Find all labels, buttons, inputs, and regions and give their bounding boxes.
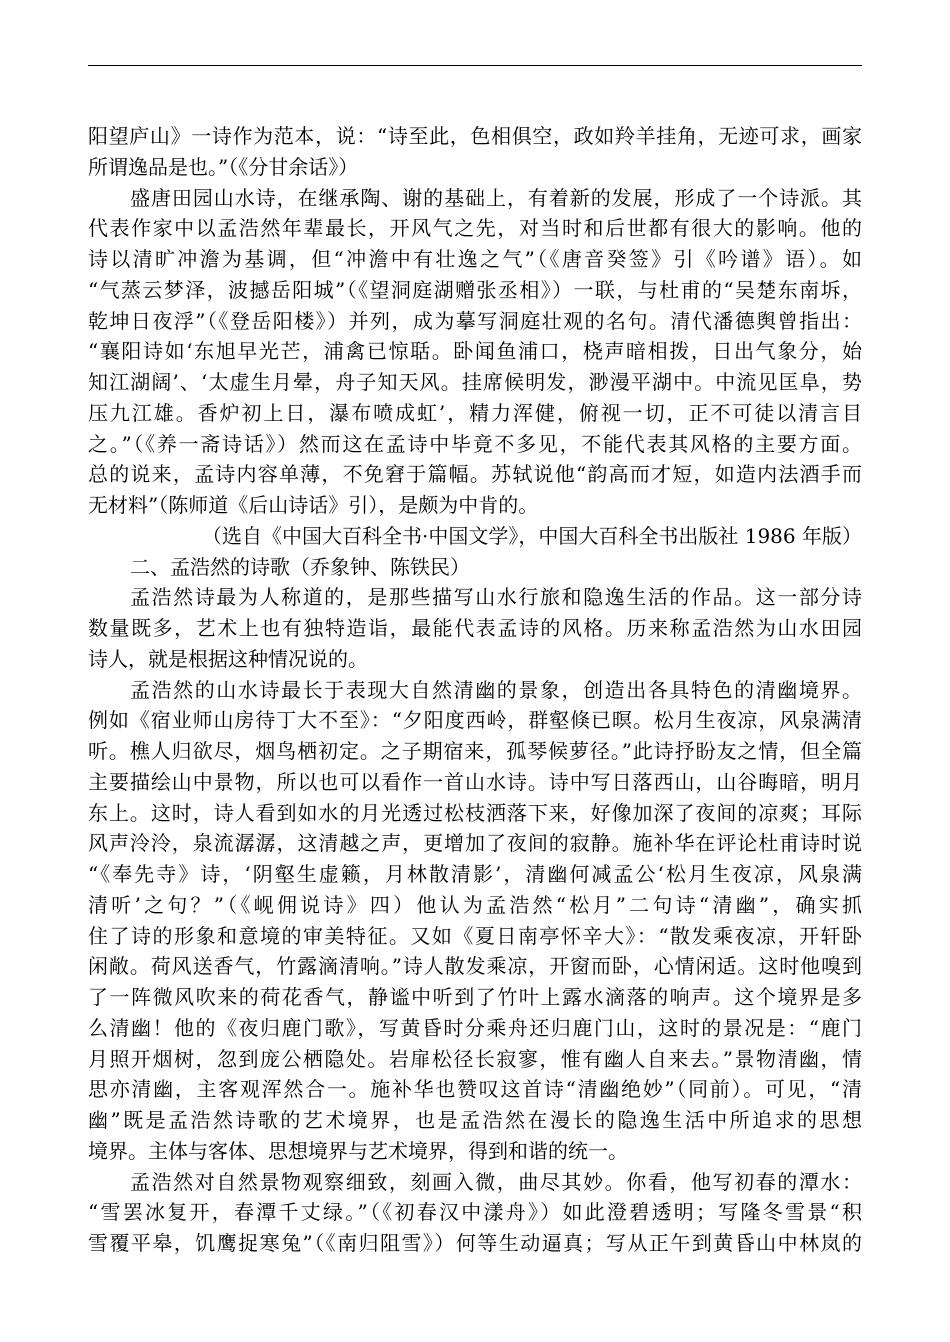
text-line: 所谓逸品是也。”（《分甘余话》）	[88, 154, 359, 179]
text-line: 月照开烟树，忽到庞公栖隐处。岩扉松径长寂寥，惟有幽人自来去。”景物清幽，情	[88, 1046, 862, 1071]
text-line: 雪覆平皋，饥鹰捉寒兔”（《南归阻雪》）何等生动逼真；写从正午到黄昏山中林岚的	[88, 1231, 862, 1255]
source-citation: （选自《中国大百科全书·中国文学》，中国大百科全书出版社 1986 年版）	[202, 523, 862, 548]
text-line: 诗人，就是根据这种情况说的。	[88, 646, 368, 671]
text-line: 主要描绘山中景物，所以也可以看作一首山水诗。诗中写日落西山，山谷晦暗，明月	[88, 769, 862, 794]
text-line: 知江湖阔’、‘太虚生月晕，舟子知天风。挂席候明发，渺漫平湖中。中流见匡阜，势	[88, 370, 862, 394]
article-body	[88, 121, 862, 1259]
text-line: 盛唐田园山水诗，在继承陶、谢的基础上，有着新的发展，形成了一个诗派。其	[130, 185, 862, 210]
text-line: 了一阵微风吹来的荷花香气，静谧中听到了竹叶上露水滴落的响声。这个境界是多	[88, 985, 862, 1009]
text-line: 诗以清旷冲澹为基调，但“冲澹中有壮逸之气”（《唐音癸签》引《吟谱》语）。如	[88, 247, 862, 271]
text-line: “雪罢冰复开，春潭千丈绿。”（《初春汉中漾舟》）如此澄碧透明；写隆冬雪景“积	[88, 1200, 862, 1225]
text-line: 阳望庐山》一诗作为范本，说：“诗至此，色相俱空，政如羚羊挂角，无迹可求，画家	[88, 124, 862, 148]
text-line: 东上。这时，诗人看到如水的月光透过松枝洒落下来，好像加深了夜间的凉爽；耳际	[88, 800, 862, 825]
text-line: 数量既多，艺术上也有独特造诣，最能代表孟诗的风格。历来称孟浩然为山水田园	[88, 616, 862, 640]
text-line: 孟浩然诗最为人称道的，是那些描写山水行旅和隐逸生活的作品。这一部分诗	[130, 585, 862, 610]
text-line: 例如《宿业师山房待丁大不至》：“夕阳度西岭，群壑倏已暝。松月生夜凉，风泉满清	[88, 708, 862, 733]
text-line: 风声泠泠，泉流潺潺，这清越之声，更增加了夜间的寂静。施补华在评论杜甫诗时说	[88, 831, 862, 856]
text-line: 么清幽！他的《夜归鹿门歌》，写黄昏时分乘舟还归鹿门山，这时的景况是：“鹿门	[88, 1015, 862, 1040]
text-line: 压九江雄。香炉初上日，瀑布喷成虹’，精力浑健，俯视一切，正不可徒以清言目	[88, 400, 862, 425]
text-line: 总的说来，孟诗内容单薄，不免窘于篇幅。苏轼说他“韵高而才短，如造内法酒手而	[88, 462, 862, 487]
text-line: 无材料”（陈师道《后山诗话》引），是颇为中肯的。	[88, 493, 539, 517]
text-line: 代表作家中以孟浩然年辈最长，开风气之先，对当时和后世都有很大的影响。他的	[88, 216, 862, 241]
text-line: 思亦清幽，主客观浑然合一。施补华也赞叹这首诗“清幽绝妙”（同前）。可见，“清	[88, 1077, 862, 1102]
text-line: 之。”（《养一斋诗话》）然而这在孟诗中毕竟不多见，不能代表其风格的主要方面。	[88, 431, 862, 456]
text-line: 清听’之句？”（《岘佣说诗》四）他认为孟浩然“松月”二句诗“清幽”，确实抓	[88, 892, 862, 917]
text-line: 听。樵人归欲尽，烟鸟栖初定。之子期宿来，孤琴候萝径。”此诗抒盼友之情，但全篇	[88, 739, 862, 763]
text-line: 幽”既是孟浩然诗歌的艺术境界，也是孟浩然在漫长的隐逸生活中所追求的思想	[88, 1108, 862, 1132]
text-line: 二、孟浩然的诗歌（乔象钟、陈铁民）	[130, 554, 470, 579]
text-line: 孟浩然的山水诗最长于表现大自然清幽的景象，创造出各具特色的清幽境界。	[130, 677, 862, 702]
text-line: 孟浩然对自然景物观察细致，刻画入微，曲尽其妙。你看，他写初春的潭水：	[130, 1169, 862, 1194]
text-line: “《奉先寺》诗，‘阴壑生虚籁，月林散清影’，清幽何减孟公‘松月生夜凉，风泉满	[88, 862, 862, 886]
text-line: “襄阳诗如‘东旭早光芒，浦禽已惊聒。卧闻鱼浦口，桡声暗相拨，日出气象分，始	[88, 339, 862, 364]
text-line: “气蒸云梦泽，波撼岳阳城”（《望洞庭湖赠张丞相》）一联，与杜甫的“吴楚东南坼，	[88, 277, 862, 302]
text-line: 境界。主体与客体、思想境界与艺术境界，得到和谐的统一。	[88, 1138, 628, 1163]
text-line: 住了诗的形象和意境的审美特征。又如《夏日南亭怀辛大》：“散发乘夜凉，开轩卧	[88, 923, 862, 948]
text-line: 乾坤日夜浮”（《登岳阳楼》）并列，成为摹写洞庭壮观的名句。清代潘德舆曾指出：	[88, 308, 862, 333]
text-line: 闲敞。荷风送香气，竹露滴清响。”诗人散发乘凉，开窗而卧，心情闲适。这时他嗅到	[88, 954, 862, 979]
header-rule	[88, 65, 862, 66]
